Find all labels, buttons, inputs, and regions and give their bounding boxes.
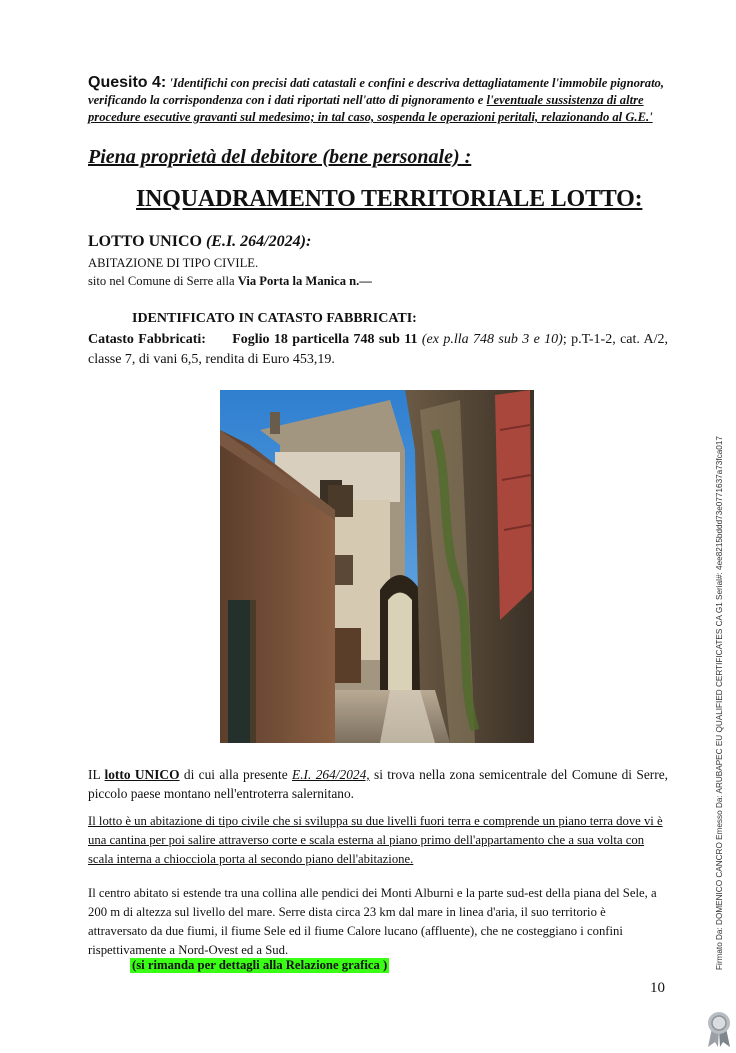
location-street: Via Porta la Manica n.— [237, 274, 372, 288]
property-type: ABITAZIONE DI TIPO CIVILE. [88, 256, 259, 270]
ei-reference: E.I. 264/2024, [292, 767, 370, 782]
graphic-report-note: (si rimanda per dettagli alla Relazione grafica ) [132, 958, 388, 972]
para1-start: IL [88, 767, 105, 782]
property-location [88, 274, 372, 289]
certificate-ribbon-icon [704, 1010, 734, 1048]
catasto-ex: (ex p.lla 748 sub 3 e 10) [421, 332, 563, 347]
section-title: INQUADRAMENTO TERRITORIALE LOTTO: [136, 186, 643, 212]
digital-signature-stamp [714, 430, 728, 970]
ownership-heading: Piena proprietà del debitore (bene personale) : [88, 146, 472, 168]
page-number: 10 [650, 980, 665, 996]
catasto-rest: ; p.T-1-2, cat. A/2, classe 7, di vani 6,5, rendita di Euro 453,19. [88, 332, 669, 367]
quesito-heading: Quesito 4: [88, 74, 167, 91]
signature-text: Firmato Da: DOMENICO CANCRO Emesso Da: ARUBAPEC EU QUALIFIED CERTIFICATES CA G1 Serial#: 4ee8215bddd73e0771637a73fca017 [715, 436, 724, 970]
quesito-text: 'Identifichi con precisi dati catastali e confini e descriva dettagliatamente l'immobile pignorato, verificando la corrispondenza con i dati riportati nell'atto di pignoramento e [88, 76, 665, 107]
quesito-text-underlined: l'eventuale sussistenza di altre procedure esecutive gravanti sul medesimo; in tal caso, sospenda le operazioni peritali, relazionando al G.E.' [88, 93, 653, 124]
para1-mid: di cui alla presente [179, 767, 293, 782]
location-prefix: sito nel Comune di Serre alla [88, 274, 238, 288]
property-photo [220, 390, 534, 743]
catasto-heading: IDENTIFICATO IN CATASTO FABBRICATI: [132, 311, 417, 326]
lotto-description [88, 765, 668, 803]
lotto-heading [88, 233, 311, 251]
lotto-label: LOTTO UNICO [88, 233, 206, 250]
lotto-unico-link: lotto UNICO [104, 767, 180, 782]
quesito-block [88, 74, 668, 126]
lotto-ref: (E.I. 264/2024): [205, 233, 312, 250]
building-description: Il lotto è un abitazione di tipo civile che si sviluppa su due livelli fuori terra e comprende un piano terra dove vi è una cantina per poi salire attraverso corte e scala esterna al piano primo dell'appartamento che a sua volta con scala interna a chiocciola porta al secondo piano dell'abitazione. [88, 814, 663, 866]
town-description: Il centro abitato si estende tra una collina alle pendici dei Monti Alburni e la parte sud-est della piana del Sele, a 200 m di altezza sul livello del mare. Serre dista circa 23 km dal mare in linea d'aria, il suo territorio è attraversato da due fiumi, il fiume Sele ed il fiume Calore lucano (affluente), che ne costeggiano i confini rispettivamente a Nord-Ovest ed a Sud. [88, 886, 657, 957]
catasto-foglio: Foglio 18 particella 748 sub 11 [232, 332, 418, 347]
para1-end: si trova nella zona semicentrale del Comune di Serre, piccolo paese montano nell'entroterra salernitano. [88, 767, 668, 801]
catasto-details [88, 330, 668, 370]
catasto-label: Catasto Fabbricati: [88, 332, 206, 347]
